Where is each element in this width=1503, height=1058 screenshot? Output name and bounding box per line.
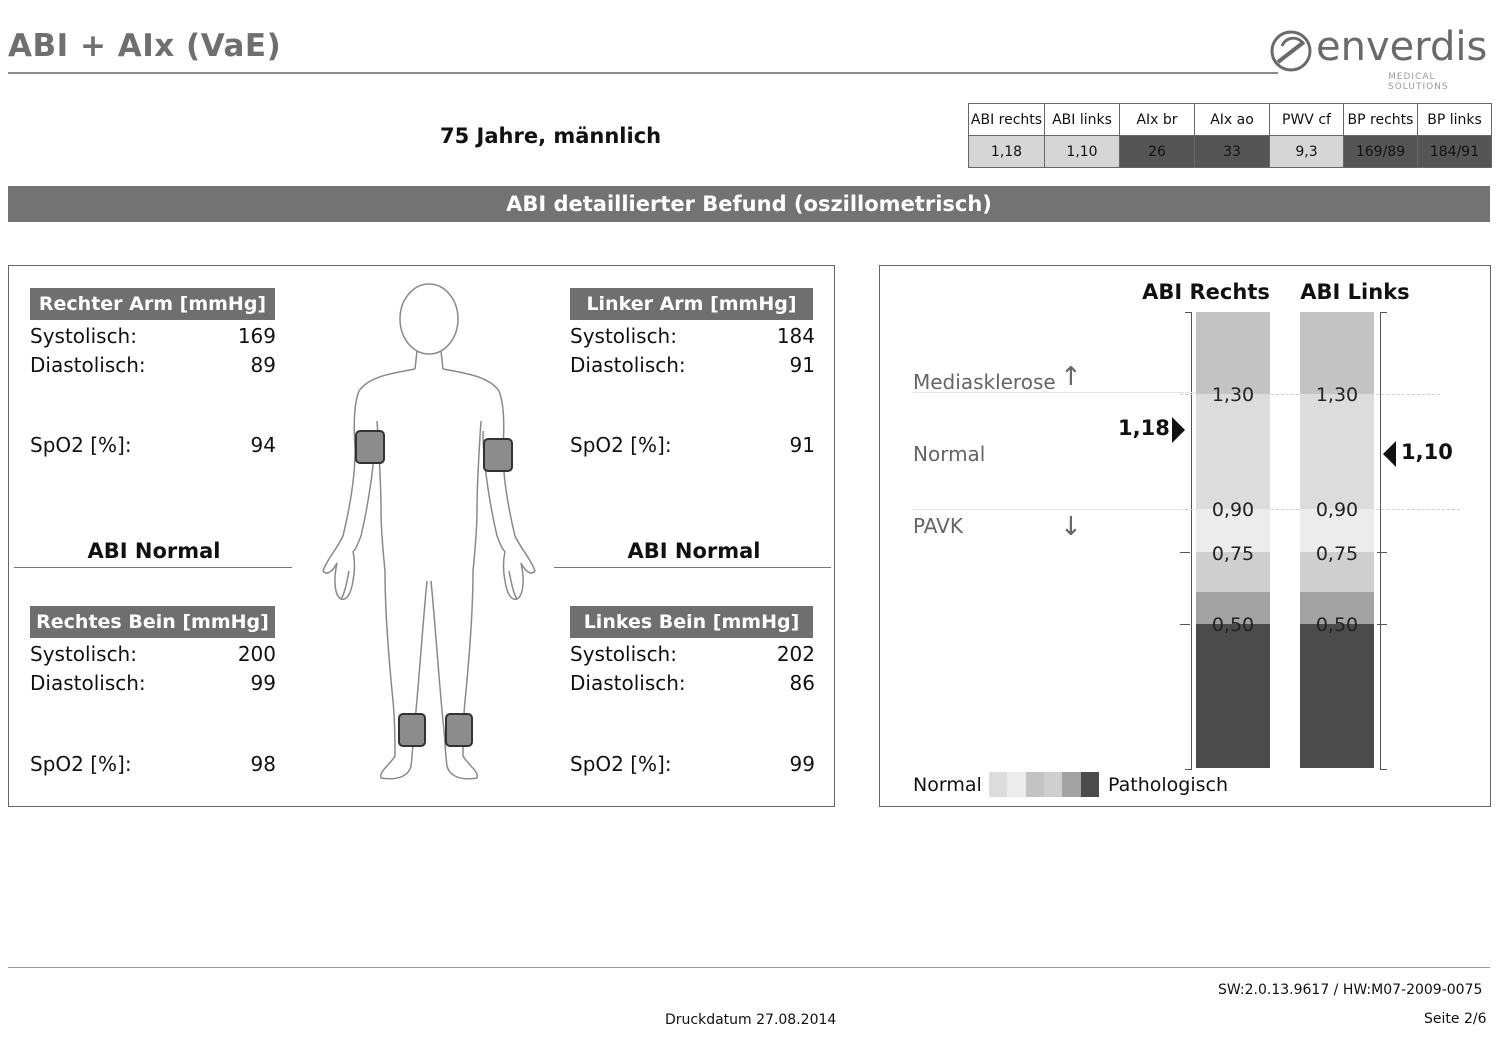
print-date: Druckdatum 27.08.2014 (665, 1012, 837, 1028)
marker-arrow-right-icon (1172, 417, 1185, 443)
legend-swatch (1044, 772, 1062, 797)
logo-mark-icon (1268, 28, 1314, 74)
footer-divider (8, 967, 1490, 968)
abi-right-result: ABI Normal (87, 539, 221, 563)
summary-value: 1,10 (1045, 136, 1120, 168)
enverdis-logo (1268, 24, 1493, 94)
right-arm-sys-value: 169 (237, 324, 276, 348)
left-arm-sys-label: Systolisch: (570, 324, 677, 348)
summary-value: 26 (1120, 136, 1195, 168)
tick-label: 0,50 (1211, 614, 1255, 636)
right-arm-spo2-value: 94 (250, 433, 276, 457)
abi-rechts-marker-value: 1,18 (1118, 416, 1170, 440)
left-arm-spo2-label: SpO2 [%]: (570, 433, 672, 457)
zone-pavk-label: PAVK (913, 514, 963, 538)
bar-segment (1196, 312, 1270, 394)
summary-value: 1,18 (969, 136, 1045, 168)
left-leg-header: Linkes Bein [mmHg] (570, 606, 813, 638)
summary-header: AIx ao (1195, 104, 1270, 136)
summary-header: BP links (1418, 104, 1492, 136)
summary-value: 169/89 (1344, 136, 1418, 168)
tick-line (1377, 624, 1387, 625)
summary-value: 9,3 (1270, 136, 1344, 168)
left-leg-spo2-value: 99 (789, 752, 815, 776)
left-leg-sys-value: 202 (776, 642, 815, 666)
summary-table (968, 103, 1492, 168)
right-leg-sys-label: Systolisch: (30, 642, 137, 666)
tick-label: 1,30 (1211, 384, 1255, 406)
legend-pathologisch-label: Pathologisch (1108, 774, 1228, 796)
abi-left-result: ABI Normal (627, 539, 761, 563)
right-leg-dia-value: 99 (250, 671, 276, 695)
right-arm-dia-value: 89 (250, 353, 276, 377)
left-arm-header: Linker Arm [mmHg] (570, 288, 813, 320)
tick-line (1377, 552, 1387, 553)
zone-normal-label: Normal (913, 442, 986, 466)
right-leg-spo2-value: 98 (250, 752, 276, 776)
tick-label: 0,90 (1211, 499, 1255, 521)
right-leg-spo2-label: SpO2 [%]: (30, 752, 132, 776)
divider (14, 567, 292, 568)
left-arm-dia-value: 91 (789, 353, 815, 377)
right-arm-dia-label: Diastolisch: (30, 353, 146, 377)
logo-wordmark: enverdis (1316, 24, 1488, 70)
right-leg-cuff (399, 714, 425, 746)
body-figure-icon (309, 281, 549, 796)
page-number: Seite 2/6 (1424, 1011, 1487, 1027)
divider (554, 567, 831, 568)
section-banner: ABI detaillierter Befund (oszillometrisch) (8, 186, 1490, 222)
right-leg-sys-value: 200 (237, 642, 276, 666)
abi-links-header: ABI Links (1300, 280, 1410, 304)
right-arm-sys-label: Systolisch: (30, 324, 137, 348)
summary-header: PWV cf (1270, 104, 1344, 136)
tick-label: 0,90 (1315, 499, 1359, 521)
arrow-up-icon: ↑ (1060, 362, 1082, 392)
left-leg-spo2-label: SpO2 [%]: (570, 752, 672, 776)
tick-line (1180, 552, 1190, 553)
summary-header: AIx br (1120, 104, 1195, 136)
tick-label: 1,30 (1315, 384, 1359, 406)
patient-info: 75 Jahre, männlich (440, 124, 662, 148)
summary-header: ABI links (1045, 104, 1120, 136)
tick-label: 0,50 (1315, 614, 1359, 636)
right-arm-header: Rechter Arm [mmHg] (30, 288, 275, 320)
legend-swatch (1026, 772, 1044, 797)
legend-normal-label: Normal (913, 774, 982, 796)
legend-swatch (989, 772, 1007, 797)
right-arm-cuff (356, 431, 384, 463)
summary-value: 184/91 (1418, 136, 1492, 168)
left-leg-dia-label: Diastolisch: (570, 671, 686, 695)
legend-swatch (1062, 772, 1080, 797)
bar-segment (1300, 312, 1374, 394)
zone-mediasklerose-label: Mediasklerose (913, 370, 1056, 394)
tick-line (1180, 624, 1190, 625)
legend-swatch (1007, 772, 1025, 797)
left-leg-dia-value: 86 (789, 671, 815, 695)
logo-tagline: MEDICAL SOLUTIONS (1388, 72, 1449, 92)
abi-chart-panel (879, 265, 1491, 807)
left-arm-dia-label: Diastolisch: (570, 353, 686, 377)
legend-swatch (1081, 772, 1099, 797)
right-leg-header: Rechtes Bein [mmHg] (30, 606, 275, 638)
right-arm-spo2-label: SpO2 [%]: (30, 433, 132, 457)
bar-segment (1196, 624, 1270, 768)
measurement-panel (8, 265, 835, 807)
right-leg-dia-label: Diastolisch: (30, 671, 146, 695)
report-title: ABI + AIx (VaE) (8, 28, 282, 64)
version-info: SW:2.0.13.9617 / HW:M07-2009-0075 (1218, 982, 1483, 998)
summary-header: BP rechts (1344, 104, 1418, 136)
bar-segment (1300, 394, 1374, 509)
zone-divider (913, 509, 1183, 510)
legend-gradient (989, 772, 1099, 797)
bar-segment (1196, 394, 1270, 509)
scale-bracket-left (1380, 312, 1387, 770)
arrow-down-icon: ↓ (1060, 512, 1082, 542)
summary-value: 33 (1195, 136, 1270, 168)
abi-links-bar (1300, 312, 1374, 768)
abi-rechts-header: ABI Rechts (1142, 280, 1270, 304)
tick-label: 0,75 (1211, 543, 1255, 565)
left-leg-cuff (446, 714, 472, 746)
abi-rechts-bar (1196, 312, 1270, 768)
left-arm-spo2-value: 91 (789, 433, 815, 457)
tick-label: 0,75 (1315, 543, 1359, 565)
left-arm-sys-value: 184 (776, 324, 815, 348)
marker-arrow-left-icon (1383, 441, 1396, 467)
left-leg-sys-label: Systolisch: (570, 642, 677, 666)
bar-segment (1300, 624, 1374, 768)
summary-header: ABI rechts (969, 104, 1045, 136)
left-arm-cuff (484, 439, 512, 471)
title-divider (8, 72, 1278, 74)
abi-links-marker-value: 1,10 (1401, 440, 1453, 464)
